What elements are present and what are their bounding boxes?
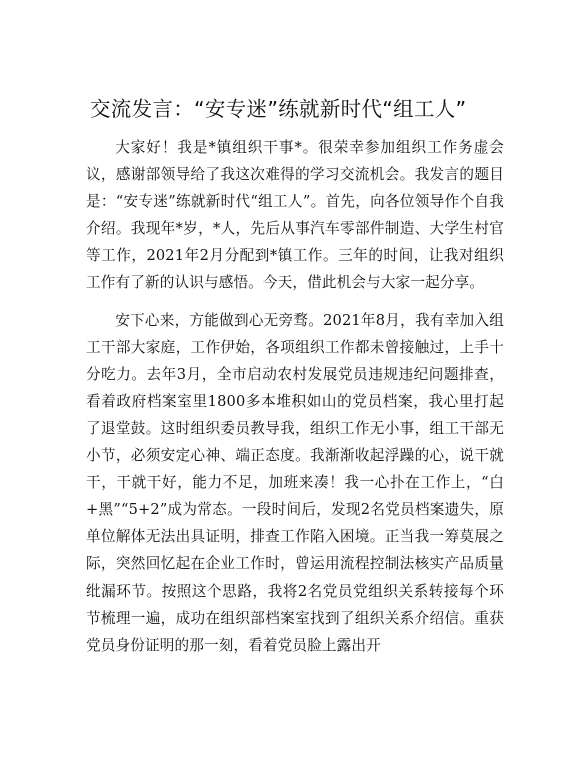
paragraph-intro: 大家好！我是*镇组织干事*。很荣幸参加组织工作务虚会议，感谢部领导给了我这次难得的学习交流机会。我发言的题目是：“安专迷”练就新时代“组工人”。首先，向各位领导作个自我介绍。我现年*岁，*人，先后从事汽车零部件制造、大学生村官等工作，2021年2月分配到*镇工作。三年的时间，让我对组织工作有了新的认识与感悟。今天，借此机会与大家一起分享。 — [86, 139, 504, 292]
document-title: 交流发言：“安专迷”练就新时代“组工人” — [90, 97, 467, 121]
paragraph-body: 安下心来，方能做到心无旁骛。2021年8月，我有幸加入组工干部大家庭，工作伊始，各项组织工作都未曾接触过，上手十分吃力。去年3月，全市启动农村发展党员违规违纪问题排查，看着政府档案室里1800多本堆积如山的党员档案，我心里打起了退堂鼓。这时组织委员教导我，组织工作无小事，组工干部无小节，必须安定心神、端正态度。我渐渐收起浮躁的心，说干就干，干就干好，能力不足，加班来凑！我一心扑在工作上，“白+黑”“5+2”成为常态。一段时间后，发现2名党员档案遗失，原单位解体无法出具证明，排查工作陷入困境。正当我一筹莫展之际，突然回忆起在企业工作时，曾运用流程控制法核实产品质量纰漏环节。按照这个思路，我将2名党员党组织关系转接每个环节梳理一遍，成功在组织部档案室找到了组织关系介绍信。重获党员身份证明的那一刻，看着党员脸上露出开 — [86, 311, 504, 654]
